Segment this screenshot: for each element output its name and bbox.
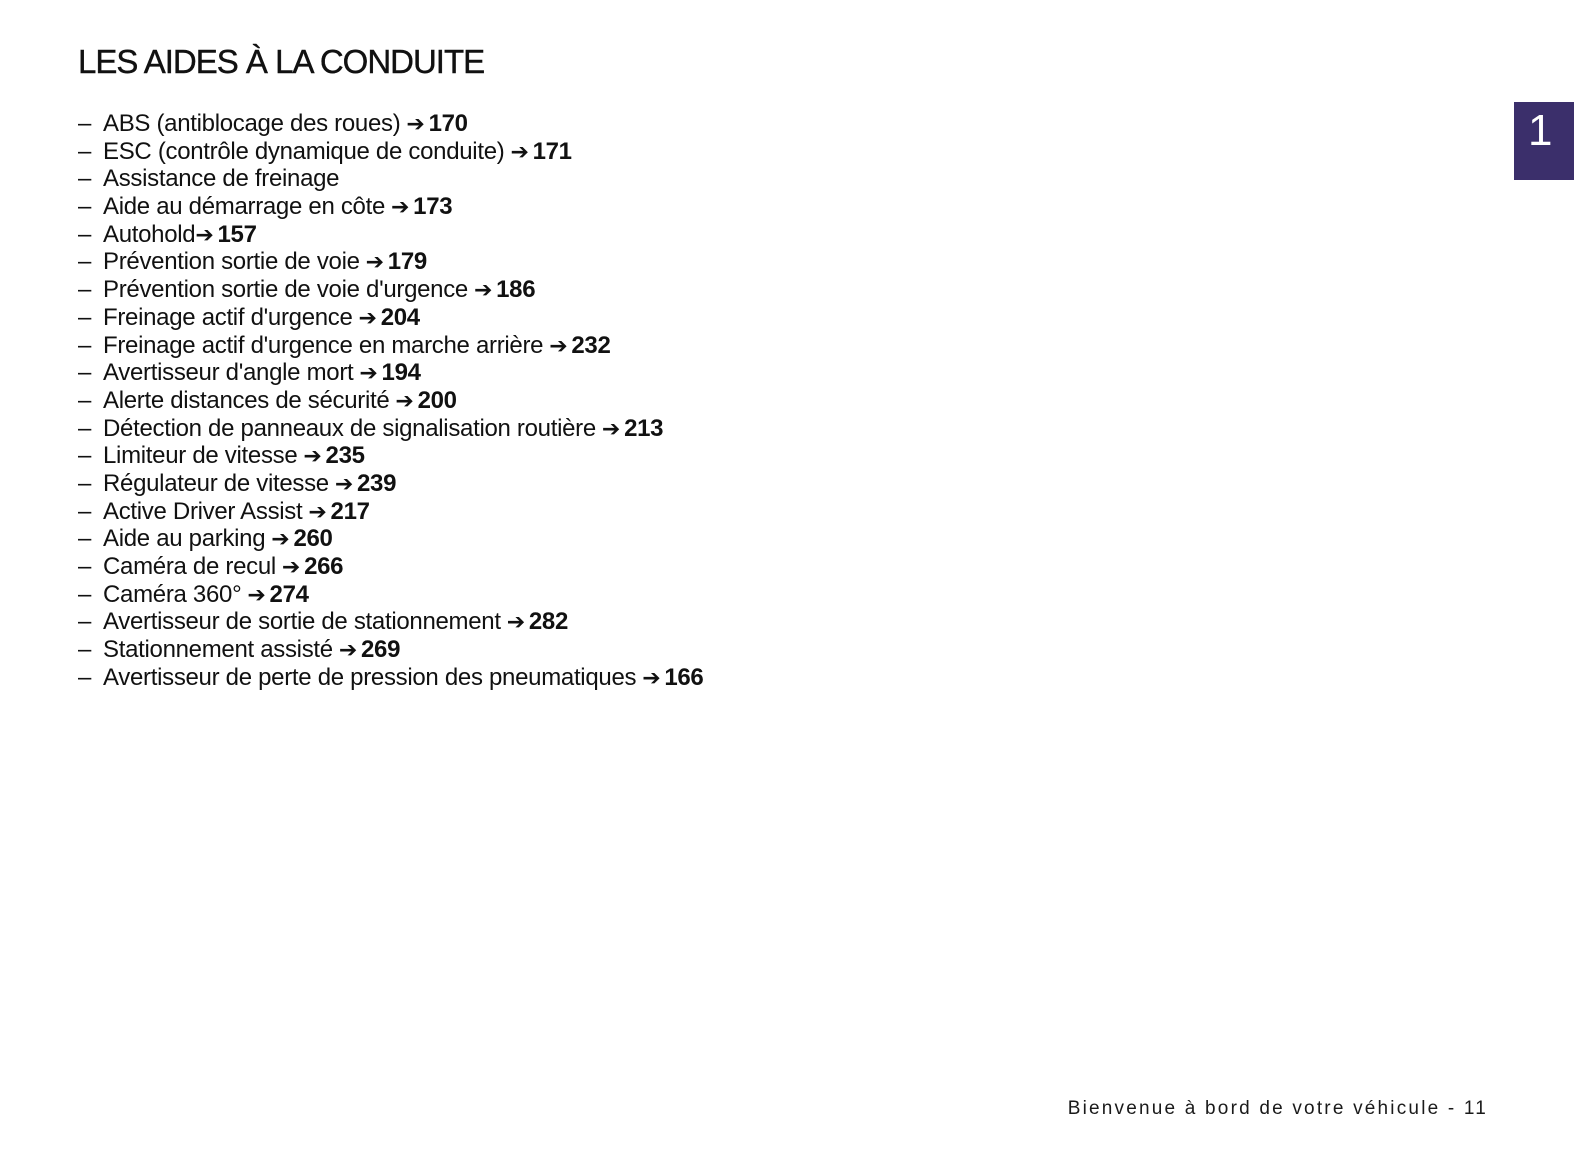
item-label: Stationnement assisté — [103, 636, 333, 664]
list-item — [78, 138, 703, 166]
list-dash: – — [78, 580, 92, 608]
list-item — [78, 553, 703, 581]
arrow-right-icon: ➔ — [395, 387, 414, 413]
item-label: Régulateur de vitesse — [103, 469, 329, 497]
list-dash: – — [78, 608, 92, 636]
item-label: Active Driver Assist — [103, 497, 303, 525]
feature-list — [78, 110, 703, 691]
chapter-tab — [1514, 102, 1574, 180]
item-label: ESC (contrôle dynamique de conduite) — [103, 137, 505, 165]
list-item — [78, 664, 703, 692]
list-dash: – — [78, 414, 92, 442]
list-dash: – — [78, 303, 92, 331]
arrow-right-icon: ➔ — [359, 360, 378, 386]
item-label: Limiteur de vitesse — [103, 442, 298, 470]
list-item — [78, 359, 703, 387]
list-item — [78, 470, 703, 498]
list-dash: – — [78, 469, 92, 497]
item-label: Aide au démarrage en côte — [103, 193, 386, 221]
list-dash: – — [78, 110, 92, 137]
item-label: ABS (antiblocage des roues) — [103, 110, 401, 137]
list-item — [78, 498, 703, 526]
arrow-right-icon: ➔ — [195, 221, 214, 247]
list-dash: – — [78, 276, 92, 304]
list-dash: – — [78, 663, 92, 691]
page-reference-link[interactable]: 235 — [325, 442, 365, 470]
page-footer: Bienvenue à bord de votre véhicule - 11 — [1067, 1098, 1488, 1119]
item-label: Aide au parking — [103, 525, 266, 553]
item-label: Avertisseur de sortie de stationnement — [103, 608, 501, 636]
list-dash: – — [78, 497, 92, 525]
item-label: Autohold — [103, 220, 196, 248]
list-item — [78, 332, 703, 360]
arrow-right-icon: ➔ — [271, 526, 290, 552]
arrow-right-icon: ➔ — [247, 581, 266, 607]
list-item — [78, 248, 703, 276]
list-item — [78, 193, 703, 221]
list-dash: – — [78, 165, 92, 193]
chapter-number: 1 — [1528, 106, 1553, 155]
page-reference-link[interactable]: 166 — [664, 663, 704, 691]
list-dash: – — [78, 442, 92, 470]
arrow-right-icon: ➔ — [365, 249, 384, 275]
page-reference-link[interactable]: 171 — [532, 137, 572, 165]
item-label: Caméra de recul — [103, 553, 276, 580]
page-reference-link[interactable]: 186 — [496, 276, 536, 304]
page-reference-link[interactable]: 194 — [381, 359, 421, 387]
arrow-right-icon: ➔ — [506, 609, 525, 635]
page-reference-link[interactable]: 204 — [380, 303, 420, 331]
arrow-right-icon: ➔ — [303, 443, 322, 469]
arrow-right-icon: ➔ — [601, 415, 621, 441]
list-item — [78, 110, 703, 138]
page-reference-link[interactable]: 179 — [387, 248, 427, 276]
page-reference-link[interactable]: 157 — [217, 220, 257, 248]
page-reference-link[interactable]: 232 — [571, 331, 611, 359]
arrow-right-icon: ➔ — [308, 498, 327, 524]
page-title: LES AIDES À LA CONDUITE — [78, 43, 485, 80]
list-item — [78, 387, 703, 415]
list-dash: – — [78, 553, 92, 580]
arrow-right-icon: ➔ — [510, 138, 529, 164]
list-item — [78, 636, 703, 664]
item-label: Prévention sortie de voie — [103, 248, 360, 276]
list-item — [78, 221, 703, 249]
arrow-right-icon: ➔ — [406, 111, 425, 136]
list-dash: – — [78, 331, 92, 359]
item-label: Détection de panneaux de signalisation routière — [103, 414, 596, 442]
page-reference-link[interactable]: 239 — [356, 469, 397, 497]
item-label: Caméra 360° — [103, 580, 242, 608]
page-reference-link[interactable]: 217 — [330, 497, 370, 525]
arrow-right-icon: ➔ — [391, 194, 410, 220]
list-dash: – — [78, 636, 92, 664]
arrow-right-icon: ➔ — [281, 554, 301, 579]
page-reference-link[interactable]: 274 — [269, 580, 309, 608]
list-item — [78, 165, 703, 193]
list-dash: – — [78, 220, 92, 248]
list-item — [78, 608, 703, 636]
page-reference-link[interactable]: 170 — [428, 110, 468, 137]
page-reference-link[interactable]: 266 — [304, 553, 344, 580]
list-dash: – — [78, 386, 92, 414]
page-reference-link[interactable]: 173 — [413, 193, 453, 221]
list-dash: – — [78, 359, 92, 387]
list-dash: – — [78, 193, 92, 221]
item-label: Alerte distances de sécurité — [103, 386, 390, 414]
list-item — [78, 442, 703, 470]
page-reference-link[interactable]: 269 — [360, 636, 401, 664]
list-item — [78, 276, 703, 304]
list-dash: – — [78, 137, 92, 165]
item-label: Freinage actif d'urgence — [103, 303, 353, 331]
item-label: Assistance de freinage — [103, 165, 340, 193]
page-reference-link[interactable]: 213 — [624, 414, 664, 442]
item-label: Prévention sortie de voie d'urgence — [103, 276, 468, 304]
page-reference-link[interactable]: 200 — [417, 386, 457, 414]
arrow-right-icon: ➔ — [473, 277, 493, 303]
arrow-right-icon: ➔ — [549, 332, 568, 358]
list-dash: – — [78, 525, 92, 553]
list-item — [78, 525, 703, 553]
item-label: Avertisseur de perte de pression des pneumatiques — [103, 663, 637, 691]
list-item — [78, 581, 703, 609]
list-item — [78, 304, 703, 332]
list-dash: – — [78, 248, 92, 276]
list-item — [78, 415, 703, 443]
arrow-right-icon: ➔ — [642, 664, 661, 690]
page-reference-link[interactable]: 260 — [293, 525, 333, 553]
arrow-right-icon: ➔ — [338, 637, 357, 663]
item-label: Avertisseur d'angle mort — [103, 359, 354, 387]
item-label: Freinage actif d'urgence en marche arrière — [103, 331, 544, 359]
page-reference-link[interactable]: 282 — [528, 608, 569, 636]
arrow-right-icon: ➔ — [334, 470, 353, 496]
arrow-right-icon: ➔ — [358, 304, 377, 330]
